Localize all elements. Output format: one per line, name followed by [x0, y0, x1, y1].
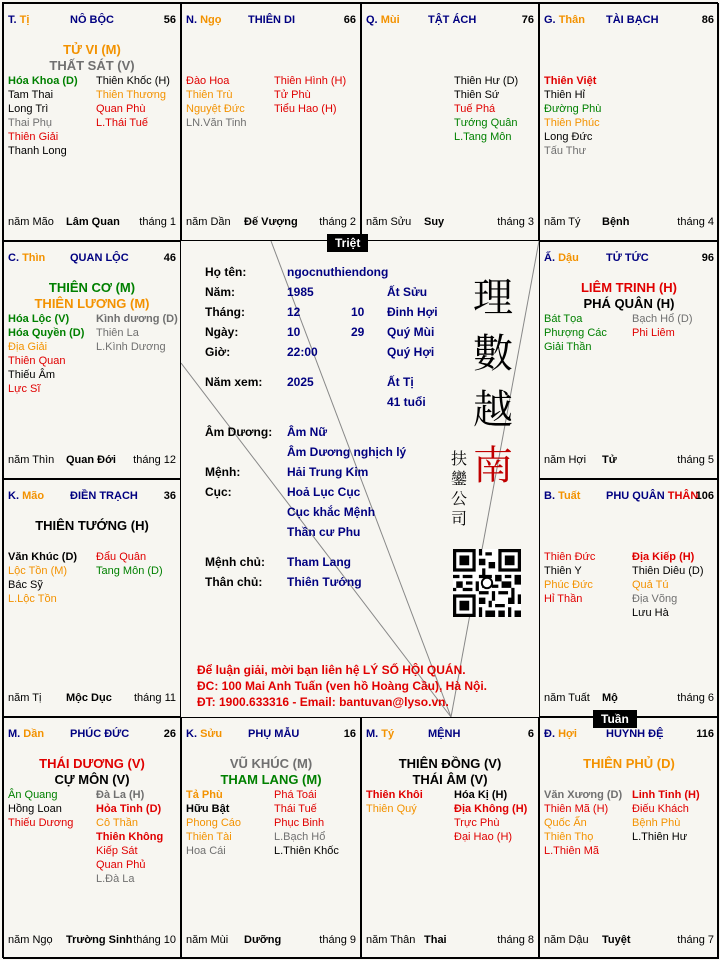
palace-year: năm Hợi: [544, 454, 587, 466]
label-ngay: Ngày:: [205, 325, 239, 339]
minor-star: Đà La (H): [96, 789, 145, 801]
value-nam: 1985: [287, 285, 314, 299]
minor-star: Long Đức: [544, 131, 593, 143]
palace-header: [544, 490, 714, 504]
palace-month: tháng 3: [497, 216, 534, 228]
value-ngay-am: 29: [351, 325, 365, 339]
palace-month: tháng 6: [677, 692, 714, 704]
palace-month: tháng 9: [319, 934, 356, 946]
palace-age: 16: [343, 728, 356, 740]
logo-calligraphy: [473, 275, 513, 489]
minor-star: Văn Khúc (D): [8, 551, 78, 563]
palace-cycle: Tử: [602, 454, 617, 466]
palace-dau[interactable]: [539, 241, 719, 479]
palace-cycle: Đế Vượng: [244, 216, 298, 228]
major-stars: [4, 518, 180, 534]
minor-star: Lộc Tồn (M): [8, 565, 68, 577]
palace-name: MỆNH: [428, 728, 461, 740]
minor-star: Địa Giải: [8, 341, 48, 353]
minor-star: Hỏa Tinh (D): [96, 803, 162, 815]
value-thang-can: Đinh Hợi: [387, 305, 438, 319]
minor-star: L.Thiên Khốc: [274, 845, 339, 857]
qr-code-icon[interactable]: [453, 549, 521, 617]
palace-mao[interactable]: [3, 479, 181, 717]
label-than-chu: Thân chủ:: [205, 575, 263, 589]
major-stars: [362, 756, 538, 788]
palace-cycle: Mộ: [602, 692, 618, 704]
value-am-duong: Âm Nữ: [287, 425, 328, 439]
major-star: TỬ VI (M): [63, 42, 121, 57]
value-cuc-3: Thần cư Phu: [287, 525, 361, 539]
logo-char-4: 南: [473, 443, 513, 489]
palace-cycle: Quan Đới: [66, 454, 116, 466]
minor-stars-left: [544, 74, 601, 158]
palace-month: tháng 10: [133, 934, 176, 946]
minor-star: Phá Toái: [274, 789, 317, 801]
minor-star: Thiên Thọ: [544, 831, 594, 843]
palace-name: PHÚC ĐỨC: [70, 728, 130, 740]
tu-vi-chart: [2, 2, 718, 958]
palace-footer: [366, 216, 534, 230]
minor-stars-left: [8, 550, 77, 606]
palace-year: năm Sửu: [366, 216, 412, 228]
minor-star: L.Bạch Hổ: [274, 831, 326, 843]
palace-suu[interactable]: [181, 717, 361, 959]
palace-month: tháng 1: [139, 216, 176, 228]
minor-stars-left: [8, 74, 78, 158]
label-thang: Tháng:: [205, 305, 245, 319]
minor-star: Lực Sĩ: [8, 383, 41, 395]
value-menh: Hải Trung Kim: [287, 465, 369, 479]
minor-star: Hữu Bật: [186, 803, 230, 815]
palace-year: năm Thìn: [8, 454, 55, 466]
minor-star: Thiên Khôi: [366, 789, 423, 801]
minor-star: Bệnh Phù: [632, 817, 681, 829]
minor-stars-right: [96, 788, 163, 886]
minor-star: Thiên Giải: [8, 131, 59, 143]
palace-age: 6: [527, 728, 534, 740]
palace-month: tháng 4: [677, 216, 714, 228]
minor-star: Quả Tú: [632, 579, 669, 591]
minor-star: Thiên Phúc: [544, 117, 600, 129]
major-stars: [540, 756, 718, 772]
palace-cycle: Tuyệt: [602, 934, 631, 946]
minor-stars-left: [186, 74, 247, 130]
contact-line-3[interactable]: ĐT: 1900.633316 - Email: bantuvan@lyso.vn.: [197, 695, 449, 709]
minor-star: Thiếu Âm: [8, 369, 56, 381]
minor-star: Cô Thần: [96, 817, 138, 829]
label-cuc: Cục:: [205, 485, 232, 499]
value-tuoi: 41 tuổi: [387, 395, 426, 409]
minor-star: Địa Kiếp (H): [632, 551, 695, 563]
palace-cycle: Bệnh: [602, 216, 630, 228]
palace-year: năm Thân: [366, 934, 416, 946]
minor-star: Thiên Hỉ: [544, 89, 585, 101]
palace-month: tháng 12: [133, 454, 176, 466]
palace-year: năm Ngọ: [8, 934, 53, 946]
minor-star: Phượng Các: [544, 327, 607, 339]
value-thang: 12: [287, 305, 301, 319]
palace-month: tháng 2: [319, 216, 356, 228]
palace-year: năm Tý: [544, 216, 581, 228]
minor-star: Trực Phù: [454, 817, 500, 829]
palace-name: PHU QUÂN THÂN: [606, 490, 699, 502]
value-am-duong-2: Âm Dương nghịch lý: [287, 445, 407, 459]
minor-star: Địa Không (H): [454, 803, 528, 815]
palace-age: 96: [701, 252, 714, 264]
major-star: VŨ KHÚC (M): [229, 756, 313, 771]
palace-thin[interactable]: [3, 241, 181, 479]
palace-age: 116: [696, 728, 714, 740]
palace-age: 76: [521, 14, 534, 26]
label-gio: Giờ:: [205, 345, 231, 359]
minor-star: Thiên Trù: [186, 89, 233, 101]
major-star: LIÊM TRINH (H): [580, 280, 678, 295]
palace-footer: [186, 216, 356, 230]
minor-star: Tang Môn (D): [96, 565, 163, 577]
minor-star: Linh Tinh (H): [632, 789, 700, 801]
palace-header: [544, 252, 714, 266]
palace-cycle: Lâm Quan: [66, 216, 120, 228]
minor-star: Đại Hao (H): [454, 831, 513, 843]
palace-branch: K. Sửu: [186, 728, 223, 740]
minor-star: Tam Thai: [8, 89, 54, 101]
minor-stars-right: [96, 312, 178, 354]
major-stars: [4, 42, 180, 74]
minor-star: Hoa Cái: [186, 845, 226, 857]
palace-header: [8, 490, 176, 504]
palace-name: PHỤ MẪU: [248, 728, 300, 740]
minor-star: Bác Sỹ: [8, 579, 43, 591]
label-menh: Mệnh:: [205, 465, 241, 479]
major-star: THIÊN TƯỚNG (H): [35, 518, 149, 533]
logo-small-seal: 扶鑾公司: [451, 449, 468, 528]
palace-branch: Q. Mùi: [366, 14, 400, 26]
label-nam: Năm:: [205, 285, 236, 299]
value-thang-am: 10: [351, 305, 365, 319]
minor-star: LN.Văn Tinh: [186, 117, 247, 129]
palace-name: HUYNH ĐỆ: [606, 728, 664, 740]
palace-header: [366, 728, 534, 742]
palace-age: 66: [343, 14, 356, 26]
minor-star: Ân Quang: [8, 789, 58, 801]
minor-star: Hóa Lộc (V): [8, 313, 70, 325]
palace-hoi[interactable]: [539, 717, 719, 959]
palace-branch: T. Tị: [8, 14, 30, 26]
major-stars: [182, 756, 360, 788]
palace-year: năm Tuất: [544, 692, 590, 704]
minor-star: L.Lộc Tồn: [8, 593, 57, 605]
minor-star: Tướng Quân: [454, 117, 518, 129]
palace-cycle: Dưỡng: [244, 934, 282, 946]
minor-star: Quốc Ấn: [544, 817, 587, 829]
minor-star: Thiên Quan: [8, 355, 66, 367]
palace-header: [366, 14, 534, 28]
value-menh-chu: Tham Lang: [287, 555, 352, 569]
minor-star: Tuế Phá: [454, 103, 496, 115]
minor-star: Nguyệt Đức: [186, 103, 245, 115]
palace-header: [186, 14, 356, 28]
palace-cycle: Trường Sinh: [66, 934, 133, 946]
major-stars: [540, 280, 718, 312]
minor-star: Đường Phù: [544, 103, 602, 115]
minor-star: Hóa Quyền (D): [8, 327, 85, 339]
minor-star: Thiên Diêu (D): [632, 565, 704, 577]
palace-month: tháng 7: [677, 934, 714, 946]
minor-stars-right: [632, 788, 700, 844]
minor-star: Phục Binh: [274, 817, 325, 829]
minor-star: L.Thiên Hư: [632, 831, 688, 843]
minor-star: Tử Phù: [274, 89, 311, 101]
minor-star: Địa Võng: [632, 593, 678, 605]
palace-cycle: Mộc Dục: [66, 692, 112, 704]
value-nam-xem: 2025: [287, 375, 314, 389]
minor-star: Kình dương (D): [96, 313, 178, 325]
palace-branch: C. Thìn: [8, 252, 46, 264]
label-am-duong: Âm Dương:: [205, 425, 273, 439]
palace-ti[interactable]: [3, 3, 181, 241]
major-star: THÁI ÂM (V): [412, 772, 488, 787]
minor-star: Điếu Khách: [632, 803, 689, 815]
minor-stars-left: [544, 312, 607, 354]
minor-stars-right: [96, 550, 163, 578]
palace-cycle: Thai: [424, 934, 447, 946]
triet-marker: Triệt: [327, 234, 368, 252]
palace-mui[interactable]: [361, 3, 539, 241]
value-cuc: Hoả Lục Cục: [287, 485, 361, 499]
palace-name: NÔ BỘC: [70, 14, 114, 26]
minor-stars-left: [544, 550, 595, 606]
contact-line-2: ĐC: 100 Mai Anh Tuấn (ven hồ Hoàng Cầu), Hà Nội.: [197, 679, 488, 693]
palace-than[interactable]: [539, 3, 719, 241]
minor-star: Thiên Đức: [544, 551, 596, 563]
minor-stars-right: [454, 74, 518, 144]
palace-footer: [8, 454, 176, 468]
value-gio: 22:00: [287, 345, 318, 359]
minor-stars-left: [544, 788, 622, 858]
minor-star: Thiên Hư (D): [454, 75, 519, 87]
palace-footer: [544, 692, 714, 706]
palace-header: [8, 14, 176, 28]
palace-cycle: Suy: [424, 216, 445, 228]
center-info-panel: [183, 243, 539, 719]
label-ho-ten: Họ tên:: [205, 265, 247, 279]
minor-star: Thiếu Dương: [8, 817, 74, 829]
palace-branch: K. Mão: [8, 490, 45, 502]
minor-stars-right: [96, 74, 170, 130]
minor-star: Thiên Tài: [186, 831, 232, 843]
palace-branch: M. Tý: [366, 728, 395, 740]
minor-stars-right: [274, 788, 339, 858]
minor-star: Tả Phù: [186, 789, 223, 801]
palace-header: [544, 728, 714, 742]
major-star: CỰ MÔN (V): [54, 772, 130, 787]
minor-stars-right: [632, 312, 693, 340]
palace-footer: [8, 692, 176, 706]
minor-star: Kiếp Sát: [96, 845, 138, 857]
minor-star: Đào Hoa: [186, 75, 230, 87]
logo-char-3: 越: [473, 387, 513, 433]
palace-age: 36: [163, 490, 176, 502]
major-star: THIÊN ĐỒNG (V): [398, 756, 502, 771]
minor-star: Quan Phủ: [96, 859, 146, 871]
minor-star: Hồng Loan: [8, 803, 62, 815]
palace-branch: N. Ngọ: [186, 14, 222, 26]
palace-month: tháng 5: [677, 454, 714, 466]
palace-name: THIÊN DI: [248, 14, 296, 26]
palace-ty[interactable]: [361, 717, 539, 959]
value-ngay: 10: [287, 325, 301, 339]
value-nam-can: Ất Sửu: [387, 285, 428, 299]
value-ngay-can: Quý Mùi: [387, 325, 435, 339]
logo-char-2: 數: [473, 331, 513, 377]
minor-star: Quan Phù: [96, 103, 146, 115]
minor-star: Văn Xương (D): [544, 789, 623, 801]
palace-header: [8, 252, 176, 266]
minor-star: L.Thái Tuế: [96, 117, 148, 129]
palace-month: tháng 11: [133, 692, 176, 704]
palace-year: năm Dần: [186, 216, 231, 228]
minor-star: Thiên Y: [544, 565, 582, 577]
major-star: THẤT SÁT (V): [49, 58, 135, 73]
palace-age: 46: [163, 252, 176, 264]
minor-star: Phong Cáo: [186, 817, 242, 829]
palace-branch: Đ. Hợi: [544, 728, 577, 740]
palace-footer: [366, 934, 534, 948]
minor-star: Phúc Đức: [544, 579, 593, 591]
minor-stars-left: [8, 312, 84, 396]
minor-star: Lưu Hà: [632, 607, 669, 619]
minor-star: Thiên Thương: [96, 89, 167, 101]
palace-year: năm Mão: [8, 216, 54, 228]
palace-name: TÀI BẠCH: [606, 14, 659, 26]
palace-branch: Ấ. Dậu: [544, 252, 579, 264]
minor-stars-left: [186, 788, 241, 858]
major-star: THIÊN PHỦ (D): [583, 756, 675, 771]
minor-star: Thiên La: [96, 327, 139, 339]
palace-branch: G. Thân: [544, 14, 585, 26]
minor-star: L.Đà La: [96, 873, 135, 885]
minor-star: Bạch Hổ (D): [632, 313, 693, 325]
minor-star: Thiên Mã (H): [544, 803, 609, 815]
value-gio-can: Quý Hợi: [387, 345, 435, 359]
minor-star: Bát Tọa: [544, 313, 583, 325]
minor-star: L.Kình Dương: [96, 341, 166, 353]
palace-tuat[interactable]: [539, 479, 719, 717]
minor-star: Thiên Quý: [366, 803, 417, 815]
value-cuc-2: Cục khắc Mệnh: [287, 505, 376, 519]
minor-star: Tiểu Hao (H): [274, 103, 337, 115]
palace-name: TỬ TỨC: [606, 252, 649, 264]
major-star: PHÁ QUÂN (H): [583, 296, 675, 311]
major-star: THIÊN LƯƠNG (M): [34, 296, 150, 311]
logo-char-1: 理: [473, 275, 513, 321]
minor-stars-right: [632, 550, 704, 620]
palace-footer: [544, 454, 714, 468]
minor-star: Thanh Long: [8, 145, 67, 157]
minor-star: Thiên Hình (H): [274, 75, 347, 87]
label-nam-xem: Năm xem:: [205, 375, 263, 389]
palace-month: tháng 8: [497, 934, 534, 946]
minor-star: L.Tang Môn: [454, 131, 512, 143]
major-star: THIÊN CƠ (M): [48, 280, 136, 295]
palace-name: QUAN LỘC: [70, 252, 129, 264]
minor-star: Hóa Khoa (D): [8, 75, 78, 87]
minor-star: Thai Phụ: [8, 117, 53, 129]
value-than-chu: Thiên Tướng: [287, 575, 362, 589]
minor-stars-left: [366, 788, 423, 816]
palace-age: 86: [701, 14, 714, 26]
minor-stars-right: [274, 74, 346, 116]
tuan-marker: Tuần: [593, 710, 637, 728]
minor-star: Tấu Thư: [544, 145, 587, 157]
value-nam-xem-can: Ất Tị: [387, 375, 414, 389]
contact-line-1: Để luận giải, mời bạn liên hệ LÝ SỐ HỘI QUÁN.: [197, 663, 466, 677]
minor-star: Hóa Kị (H): [454, 789, 508, 801]
palace-footer: [8, 216, 176, 230]
palace-year: năm Tị: [8, 692, 42, 704]
palace-year: năm Mùi: [186, 934, 229, 946]
label-menh-chu: Mệnh chủ:: [205, 555, 265, 569]
palace-footer: [186, 934, 356, 948]
minor-star: Hỉ Thần: [544, 593, 583, 605]
palace-header: [186, 728, 356, 742]
minor-star: Đẩu Quân: [96, 551, 147, 563]
major-stars: [4, 280, 180, 312]
palace-footer: [544, 934, 714, 948]
minor-star: L.Thiên Mã: [544, 845, 600, 857]
minor-star: Long Trì: [8, 103, 49, 115]
minor-star: Giải Thần: [544, 341, 592, 353]
major-star: THAM LANG (M): [220, 772, 322, 787]
minor-star: Thái Tuế: [274, 803, 317, 815]
palace-ngo[interactable]: [181, 3, 361, 241]
palace-age: 56: [163, 14, 176, 26]
minor-star: Thiên Việt: [544, 75, 597, 87]
minor-star: Thiên Khốc (H): [96, 75, 170, 87]
minor-stars-right: [454, 788, 527, 844]
palace-year: năm Dậu: [544, 934, 589, 946]
minor-stars-left: [8, 788, 73, 830]
palace-footer: [8, 934, 176, 948]
palace-branch: B. Tuất: [544, 490, 581, 502]
major-star: THÁI DƯƠNG (V): [39, 756, 145, 771]
palace-dan[interactable]: [3, 717, 181, 959]
palace-footer: [544, 216, 714, 230]
major-stars: [4, 756, 180, 788]
minor-star: Thiên Không: [96, 831, 164, 843]
palace-header: [8, 728, 176, 742]
palace-age: 106: [695, 490, 714, 502]
value-ho-ten: ngocnuthiendong: [287, 265, 389, 279]
palace-branch: M. Dần: [8, 728, 45, 740]
minor-star: Thiên Sứ: [454, 89, 500, 101]
minor-star: Phi Liêm: [632, 327, 675, 339]
palace-name: ĐIỀN TRẠCH: [70, 490, 138, 502]
palace-header: [544, 14, 714, 28]
palace-age: 26: [163, 728, 176, 740]
palace-name: TẬT ÁCH: [428, 14, 477, 26]
